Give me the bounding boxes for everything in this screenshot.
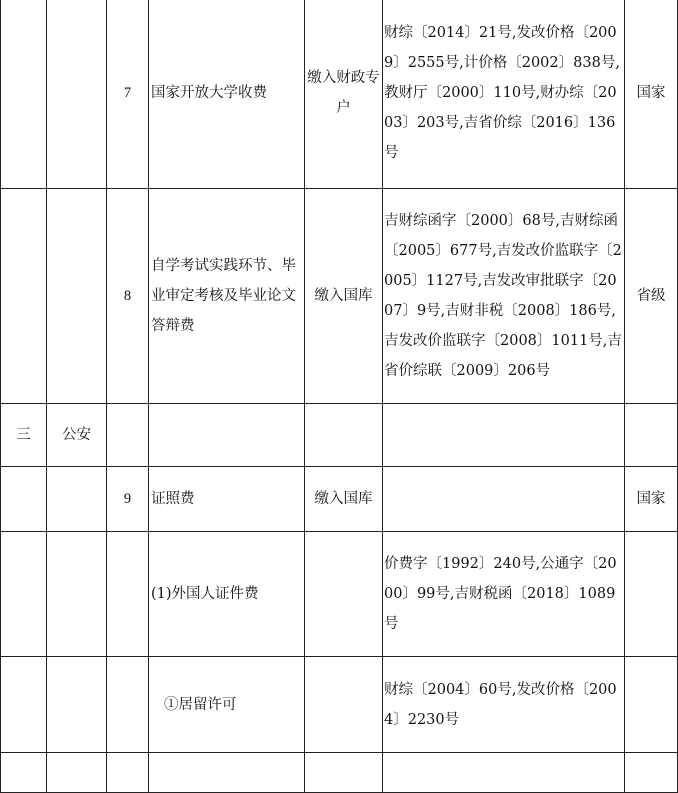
policy-basis-cell: 财综〔2004〕60号,发改价格〔2004〕2230号	[383, 657, 625, 753]
fee-name-cell: (1)外国人证件费	[149, 532, 305, 657]
table-row	[1, 0, 678, 189]
seq-cell	[1, 467, 47, 532]
approval-level-cell: 国家	[625, 467, 678, 532]
item-number-cell	[107, 532, 149, 657]
dept-cell: 公安	[47, 404, 107, 467]
item-number-cell	[107, 753, 149, 793]
collection-method-cell: 缴入财政专户	[305, 0, 383, 189]
seq-cell: 三	[1, 404, 47, 467]
approval-level-cell	[625, 532, 678, 657]
collection-method-cell: 缴入国库	[305, 467, 383, 532]
seq-cell	[1, 657, 47, 753]
table-row	[1, 657, 678, 753]
approval-level-cell: 国家	[625, 0, 678, 189]
fee-name-cell	[149, 404, 305, 467]
fee-name-cell: 自学考试实践环节、毕业审定考核及毕业论文答辩费	[149, 189, 305, 404]
collection-method-cell	[305, 404, 383, 467]
policy-basis-cell	[383, 753, 625, 793]
item-number-cell: 8	[107, 189, 149, 404]
collection-method-cell: 缴入国库	[305, 189, 383, 404]
policy-basis-cell	[383, 467, 625, 532]
seq-cell	[1, 189, 47, 404]
collection-method-cell	[305, 753, 383, 793]
dept-cell	[47, 532, 107, 657]
seq-cell	[1, 532, 47, 657]
approval-level-cell	[625, 404, 678, 467]
fee-name-cell: ①居留许可	[149, 657, 305, 753]
policy-basis-cell: 价费字〔1992〕240号,公通字〔2000〕99号,吉财税函〔2018〕1089号	[383, 532, 625, 657]
item-number-cell	[107, 657, 149, 753]
seq-cell	[1, 753, 47, 793]
item-number-cell: 9	[107, 467, 149, 532]
dept-cell	[47, 753, 107, 793]
dept-cell	[47, 657, 107, 753]
fee-name-cell: 国家开放大学收费	[149, 0, 305, 189]
collection-method-cell	[305, 532, 383, 657]
table-row	[1, 467, 678, 532]
collection-method-cell	[305, 657, 383, 753]
fee-name-cell	[149, 753, 305, 793]
approval-level-cell	[625, 753, 678, 793]
policy-basis-cell	[383, 404, 625, 467]
table-row	[1, 189, 678, 404]
policy-basis-cell: 吉财综函字〔2000〕68号,吉财综函〔2005〕677号,吉发改价监联字〔2005〕1127号,吉发改审批联字〔2007〕9号,吉财非税〔2008〕186号,吉发改价监联字〔2008〕1011号,吉省价综联〔2009〕206号	[383, 189, 625, 404]
seq-cell	[1, 0, 47, 189]
policy-basis-cell: 财综〔2014〕21号,发改价格〔2009〕2555号,计价格〔2002〕838号,教财厅〔2000〕110号,财办综〔2003〕203号,吉省价综〔2016〕136号	[383, 0, 625, 189]
dept-cell	[47, 0, 107, 189]
approval-level-cell	[625, 657, 678, 753]
dept-cell	[47, 189, 107, 404]
table-row	[1, 532, 678, 657]
item-number-cell	[107, 404, 149, 467]
approval-level-cell: 省级	[625, 189, 678, 404]
dept-cell	[47, 467, 107, 532]
table-row	[1, 404, 678, 467]
table-row	[1, 753, 678, 793]
fee-name-cell: 证照费	[149, 467, 305, 532]
item-number-cell: 7	[107, 0, 149, 189]
